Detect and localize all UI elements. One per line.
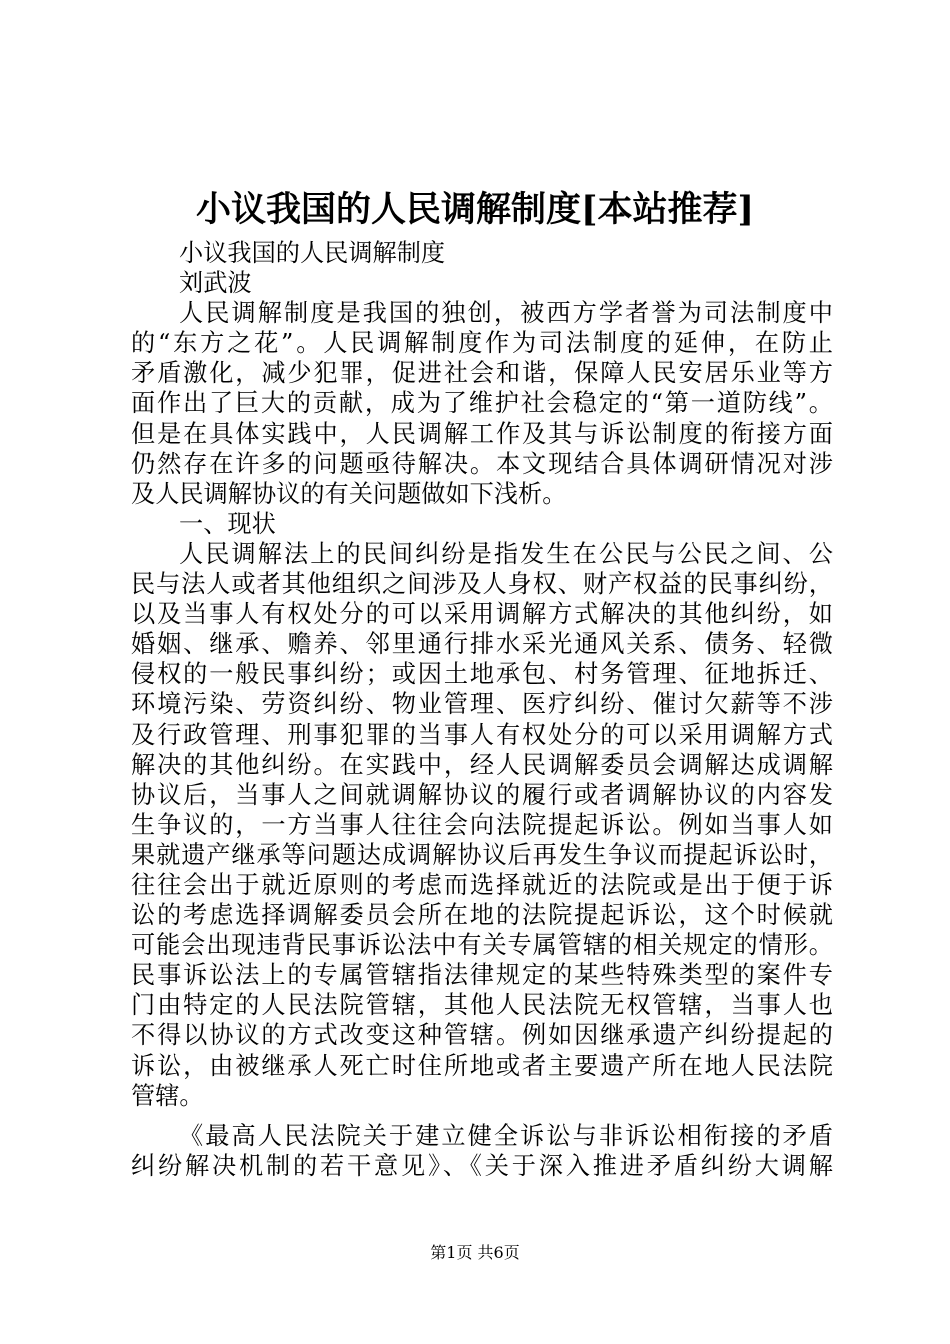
text-line: 的“东方之花”。人民调解制度作为司法制度的延伸，在防止 xyxy=(131,329,833,358)
text-line: 管辖。 xyxy=(131,1081,204,1110)
text-line: 侵权的一般民事纠纷；或因土地承包、村务管理、征地拆迁、 xyxy=(131,660,833,689)
text-line: 可能会出现违背民事诉讼法中有关专属管辖的相关规定的情形。 xyxy=(131,931,833,960)
text-line: 诉讼，由被继承人死亡时住所地或者主要遗产所在地人民法院 xyxy=(131,1051,833,1080)
text-line: 环境污染、劳资纠纷、物业管理、医疗纠纷、催讨欠薪等不涉 xyxy=(131,690,833,719)
text-line: 婚姻、继承、赡养、邻里通行排水采光通风关系、债务、轻微 xyxy=(131,630,833,659)
text-line: 矛盾激化，减少犯罪，促进社会和谐，保障人民安居乐业等方 xyxy=(131,359,833,388)
text-line: 人民调解法上的民间纠纷是指发生在公民与公民之间、公 xyxy=(179,539,833,568)
text-line: 讼的考虑选择调解委员会所在地的法院提起诉讼，这个时候就 xyxy=(131,901,833,930)
text-line: 门由特定的人民法院管辖，其他人民法院无权管辖，当事人也 xyxy=(131,991,833,1020)
text-line: 《最高人民法院关于建立健全诉讼与非诉讼相衔接的矛盾 xyxy=(179,1121,833,1150)
document-title: 小议我国的人民调解制度[本站推荐] xyxy=(195,189,755,230)
text-line: 及行政管理、刑事犯罪的当事人有权处分的可以采用调解方式 xyxy=(131,720,833,749)
text-line: 生争议的，一方当事人往往会向法院提起诉讼。例如当事人如 xyxy=(131,810,833,839)
text-line: 协议后，当事人之间就调解协议的履行或者调解协议的内容发 xyxy=(131,780,833,809)
text-line: 往往会出于就近原则的考虑而选择就近的法院或是出于便于诉 xyxy=(131,870,833,899)
text-line: 人民调解制度是我国的独创，被西方学者誉为司法制度中 xyxy=(179,299,833,328)
text-line: 以及当事人有权处分的可以采用调解方式解决的其他纠纷，如 xyxy=(131,600,833,629)
text-line: 一、现状 xyxy=(179,509,276,538)
text-line: 但是在具体实践中，人民调解工作及其与诉讼制度的衔接方面 xyxy=(131,419,833,448)
text-line: 民事诉讼法上的专属管辖指法律规定的某些特殊类型的案件专 xyxy=(131,961,833,990)
text-line: 仍然存在许多的问题亟待解决。本文现结合具体调研情况对涉 xyxy=(131,449,833,478)
text-line: 果就遗产继承等问题达成调解协议后再发生争议而提起诉讼时， xyxy=(131,840,833,869)
text-line: 纠纷解决机制的若干意见》、《关于深入推进矛盾纠纷大调解 xyxy=(131,1151,833,1180)
paragraph-gap xyxy=(131,1111,833,1121)
text-line: 及人民调解协议的有关问题做如下浅析。 xyxy=(131,479,567,508)
document-body xyxy=(131,238,833,1181)
text-line: 小议我国的人民调解制度 xyxy=(179,239,446,267)
text-line: 刘武波 xyxy=(179,269,252,298)
page-footer: 第1页 共6页 xyxy=(430,1243,520,1262)
text-line: 面作出了巨大的贡献，成为了维护社会稳定的“第一道防线”。 xyxy=(131,389,833,418)
text-line: 民与法人或者其他组织之间涉及人身权、财产权益的民事纠纷， xyxy=(131,570,833,599)
text-line: 不得以协议的方式改变这种管辖。例如因继承遗产纠纷提起的 xyxy=(131,1021,833,1050)
text-line: 解决的其他纠纷。在实践中，经人民调解委员会调解达成调解 xyxy=(131,750,833,779)
